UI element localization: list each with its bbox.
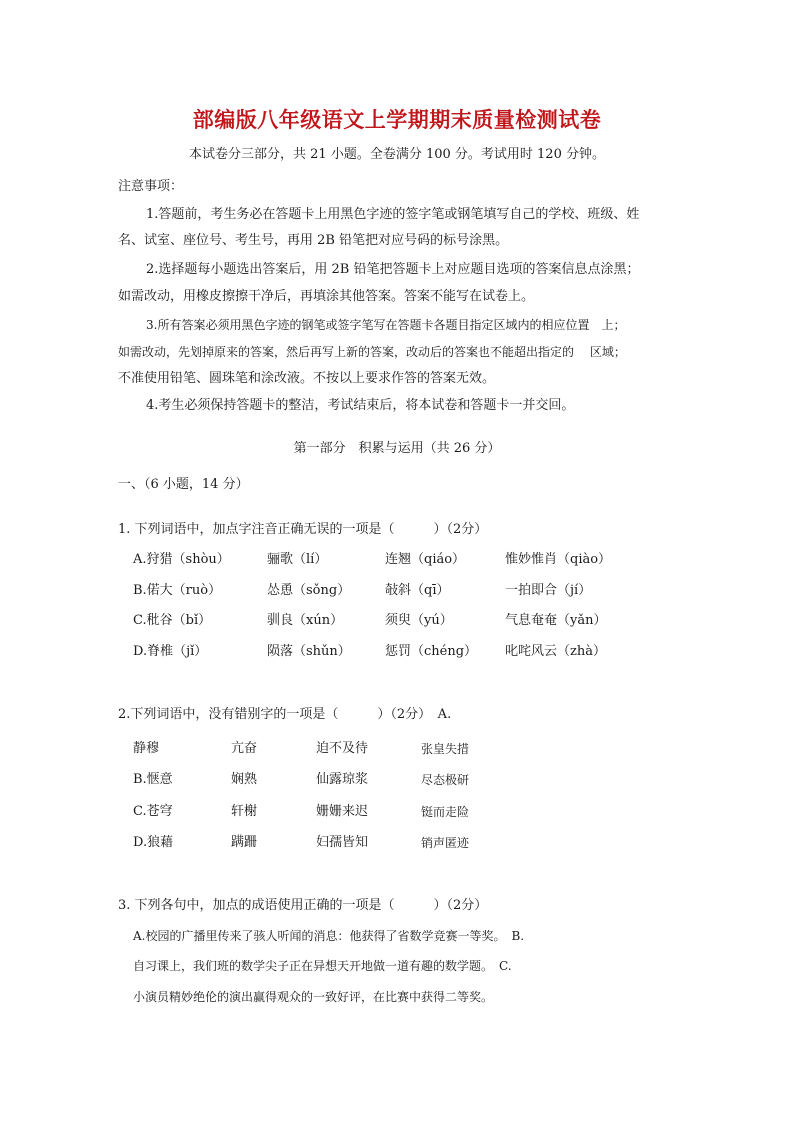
note-line: 如需改动，用橡皮擦擦干净后，再填涂其他答案。答案不能写在试卷上。: [118, 289, 535, 304]
q1-option: C.秕谷（bǐ）: [133, 613, 212, 628]
q2-option: 姗姗来迟: [316, 804, 369, 819]
q2-option: 迫不及待: [316, 741, 369, 756]
q1-option: B.偌大（ruò）: [133, 583, 222, 598]
q3-line: 小演员精妙绝伦的演出赢得观众的一致好评，在比赛中获得二等奖。: [133, 990, 494, 1004]
q2-option: 娴熟: [231, 772, 258, 787]
note-line: 名、试室、座位号、考生号，再用 2B 铅笔把对应号码的标号涂黑。: [118, 233, 509, 248]
q2-option: 蹒跚: [231, 835, 258, 850]
note-line: 2.选择题每小题选出答案后，用 2B 铅笔把答题卡上对应题目选项的答案信息点涂黑；: [146, 262, 640, 277]
q2-option: 妇孺皆知: [316, 835, 369, 850]
q2-option: 铤而走险: [421, 805, 470, 819]
q1-option: 须臾（yú）: [385, 613, 453, 628]
q1-option: 陨落（shǔn）: [267, 644, 351, 659]
q2-option: 轩榭: [231, 804, 258, 819]
q2-option: 尽态极研: [421, 773, 470, 787]
part1-heading: 第一部分 积累与运用（共 26 分）: [293, 441, 501, 456]
question-1-stem: 1. 下列词语中，加点字注音正确无误的一项是（ ）（2分）: [118, 522, 488, 537]
q1-option: 连翘（qiáo）: [385, 552, 466, 567]
q1-option: 惩罚（chéng）: [385, 644, 478, 659]
question-2-stem: 2.下列词语中，没有错别字的一项是（ ）（2分） A.: [118, 707, 452, 722]
note-line: 如需改动，先划掉原来的答案，然后再写上新的答案，改动后的答案也不能超出指定的 区域；: [118, 345, 626, 359]
q2-option: 亢奋: [231, 741, 258, 756]
q3-line: 自习课上，我们班的数学尖子正在异想天开地做一道有趣的数学题。 C.: [133, 959, 512, 973]
q1-option: 惟妙惟肖（qiào）: [505, 552, 612, 567]
intro-line: 本试卷分三部分，共 21 小题。全卷满分 100 分。考试用时 120 分钟。: [189, 147, 605, 162]
q1-option: A.狩猎（shòu）: [133, 552, 230, 567]
q1-option: D.脊椎（jǐ）: [133, 644, 208, 659]
q2-option: 仙露琼浆: [316, 772, 369, 787]
q2-option: 张皇失措: [421, 742, 470, 756]
q1-option: 气息奄奄（yǎn）: [505, 613, 607, 628]
q2-option: D.狼藉: [133, 835, 174, 850]
q1-option: 怂恿（sǒng）: [267, 583, 351, 598]
q3-line: A.校园的广播里传来了骇人听闻的消息：他获得了省数学竞赛一等奖。 B.: [133, 929, 525, 943]
note-line: 1.答题前，考生务必在答题卡上用黑色字迹的签字笔或钢笔填写自己的学校、班级、姓: [146, 207, 640, 222]
section1-heading: 一、（6 小题，14 分）: [118, 477, 249, 492]
question-3-stem: 3. 下列各句中，加点的成语使用正确的一项是（ ）（2分）: [118, 898, 488, 913]
q1-option: 叱咤风云（zhà）: [505, 644, 606, 659]
q1-option: 骊歌（lí）: [267, 552, 328, 567]
q1-option: 驯良（xún）: [267, 613, 344, 628]
notes-heading: 注意事项：: [118, 179, 184, 194]
q2-option: 销声匿迹: [421, 836, 470, 850]
q1-option: 敧斜（qī）: [385, 583, 450, 598]
note-line: 不准使用铅笔、圆珠笔和涂改液。不按以上要求作答的答案无效。: [118, 371, 496, 386]
q2-option: C.苍穹: [133, 804, 173, 819]
note-line: 4.考生必须保持答题卡的整洁，考试结束后，将本试卷和答题卡一并交回。: [146, 398, 575, 413]
note-line: 3.所有答案必须用黑色字迹的钢笔或签字笔写在答题卡各题目指定区域内的相应位置 上；: [146, 318, 626, 332]
q1-option: 一拍即合（jí）: [505, 583, 592, 598]
page-title: 部编版八年级语文上学期期末质量检测试卷: [192, 108, 602, 132]
q2-option: 静穆: [133, 741, 160, 756]
q2-option: B.惬意: [133, 772, 173, 787]
